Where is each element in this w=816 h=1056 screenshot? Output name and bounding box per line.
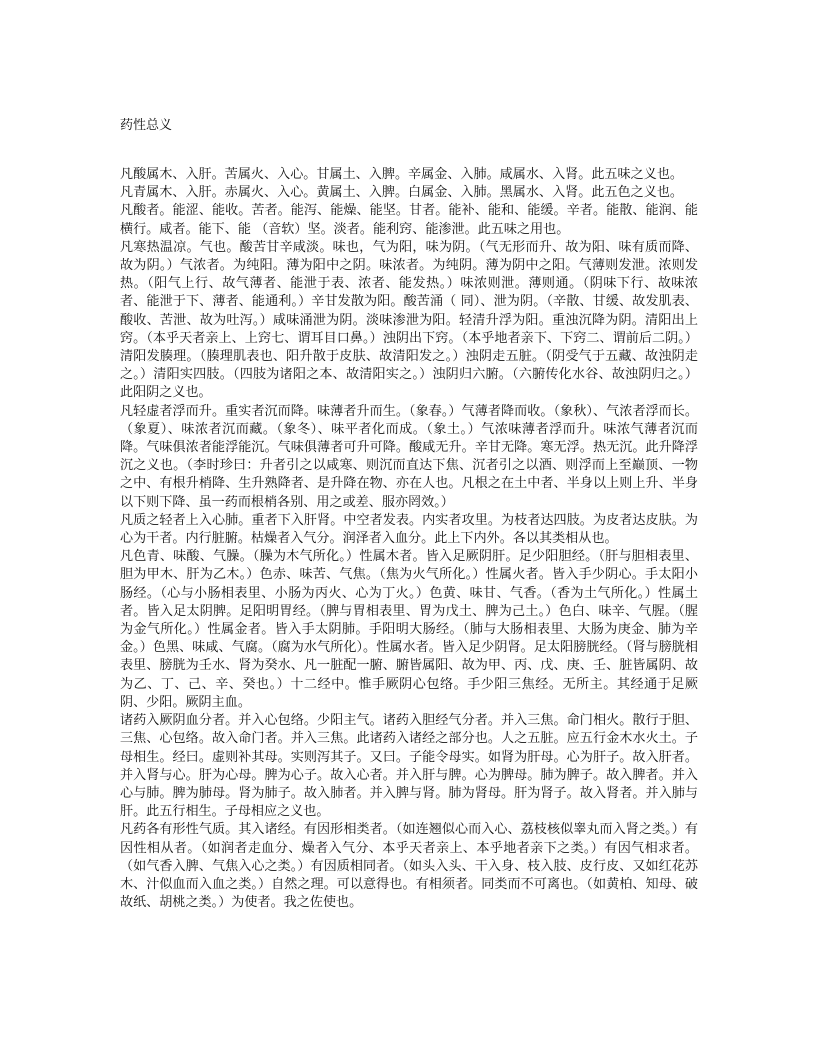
paragraph-ascending-descending: 凡轻虚者浮而升。重实者沉而降。味薄者升而生。（象春。）气薄者降而收。（象秋）、气浓者浮而长。（象夏）、味浓者沉而藏。（象冬）、味平者化而成。（象土。）气浓味薄者浮而升。味浓气薄者沉而降。气味俱浓者能浮能沉。气味俱薄者可升可降。酸咸无升。辛甘无降。寒无浮。热无沉。此升降浮沉之义也。（李时珍曰：升者引之以咸寒、则沉而直达下焦、沉者引之以酒、则浮而上至巅顶、一物之中、有根升梢降、生升熟降者、是升降在物、亦在人也。凡根之在土中者、半身以上则上升、半身以下则下降、虽一药而根梢各别、用之或差、服亦罔效。） bbox=[120, 403, 698, 510]
paragraph-meridian-entry: 凡色青、味酸、气臊。（臊为木气所化。）性属木者。皆入足厥阴肝。足少阳胆经。（肝与胆相表里、胆为甲木、肝为乙木。）色赤、味苦、气焦。（焦为火气所化。）性属火者。皆入手少阴心。手太阳小肠经。（心与小肠相表里、小肠为丙火、心为丁火。）色黄、味甘、气香。（香为土气所化。）性属土者。皆入足太阴脾。足阳明胃经。（脾与胃相表里、胃为戊土、脾为己土。）色白、味辛、气腥。（腥为金气所化。）性属金者。皆入手太阴肺。手阳明大肠经。（肺与大肠相表里、大肠为庚金、肺为辛金。）色黑、味咸、气腐。（腐为水气所化）。性属水者。皆入足少阴肾。足太阳膀胱经。（肾与膀胱相表里、膀胱为壬水、肾为癸水、凡一脏配一腑、腑皆属阳、故为甲、丙、戊、庚、壬、脏皆属阴、故为乙、丁、己、辛、癸也。）十二经中。惟手厥阴心包络。手少阳三焦经。无所主。其经通于足厥阴、少阳。厥阴主血。 bbox=[120, 549, 698, 710]
paragraph-five-flavors: 凡酸属木、入肝。苦属火、入心。甘属土、入脾。辛属金、入肺。咸属水、入肾。此五味之义也。 bbox=[120, 167, 684, 182]
paragraph-yin-yang: 凡寒热温凉。气也。酸苦甘辛咸淡。味也，气为阳，味为阴。（气无形而升、故为阳、味有质而降、故为阴。）气浓者。为纯阳。薄为阳中之阴。味浓者。为纯阴。薄为阴中之阳。气薄则发泄。浓则发热。（阳气上行、故气薄者、能泄于表、浓者、能发热。）味浓则泄。薄则通。（阴味下行、故味浓者、能泄于下、薄者、能通利。）辛甘发散为阳。酸苦涌（ 同）、泄为阴。（辛散、甘缓、故发肌表、酸收、苦泄、故为吐泻。）咸味涌泄为阴。淡味渗泄为阳。轻清升浮为阳。重浊沉降为阴。清阳出上窍。（本乎天者亲上、上窍七、谓耳目口鼻。）浊阴出下窍。（本乎地者亲下、下窍二、谓前后二阴。）清阳发腠理。（腠理肌表也、阳升散于皮肤、故清阳发之。）浊阴走五脏。（阴受气于五藏、故浊阴走之。）清阳实四肢。（四肢为诸阳之本、故清阳实之。）浊阴归六腑。（六腑传化水谷、故浊阴归之。）此阳阴之义也。 bbox=[120, 239, 698, 401]
paragraph-form-nature: 凡药各有形性气质。其入诸经。有因形相类者。（如连翘似心而入心、荔枝核似睾丸而入肾之类。）有因性相从者。（如润者走血分、燥者入气分、本乎天者亲上、本乎地者亲下之类。）有因气相求者。（如气香入脾、气焦入心之类。）有因质相同者。（如头入头、干入身、枝入肢、皮行皮、又如红花苏木、汁似血而入血之类。）自然之理。可以意得也。有相须者。同类而不可离也。（如黄柏、知母、破故纸、胡桃之类。）为使者。我之佐使也。 bbox=[120, 822, 698, 911]
paragraph-five-phases: 诸药入厥阴血分者。并入心包络。少阳主气。诸药入胆经气分者。并入三焦。命门相火。散行于胆、三焦、心包络。故入命门者。并入三焦。此诸药入诸经之部分也。人之五脏。应五行金木水火土。子母相生。经曰。虚则补其母。实则泻其子。又曰。子能令母实。如肾为肝母。心为肝子。故入肝者。并入肾与心。肝为心母。脾为心子。故入心者。并入肝与脾。心为脾母。肺为脾子。故入脾者。并入心与肺。脾为肺母。肾为肺子。故入肺者。并入脾与肾。肺为肾母。肝为肾子。故入肾者。并入肺与肝。此五行相生。子母相应之义也。 bbox=[120, 713, 698, 820]
paragraph-substance-direction: 凡质之轻者上入心肺。重者下入肝肾。中空者发表。内实者攻里。为枝者达四肢。为皮者达皮肤。为心为干者。内行脏腑。枯燥者入气分。润泽者入血分。此上下内外。各以其类相从也。 bbox=[120, 512, 698, 547]
page-title: 药性总义 bbox=[120, 118, 173, 133]
paragraph-flavor-functions: 凡酸者。能涩、能收。苦者。能泻、能燥、能坚。甘者。能补、能和、能缓。辛者。能散、能润、能横行。咸者。能下、能 （音软）坚。淡者。能利窍、能渗泄。此五味之用也。 bbox=[120, 203, 698, 237]
body-text bbox=[120, 166, 698, 912]
paragraph-five-colors: 凡青属木、入肝。赤属火、入心。黄属土、入脾。白属金、入肺。黑属水、入肾。此五色之义也。 bbox=[120, 185, 684, 201]
